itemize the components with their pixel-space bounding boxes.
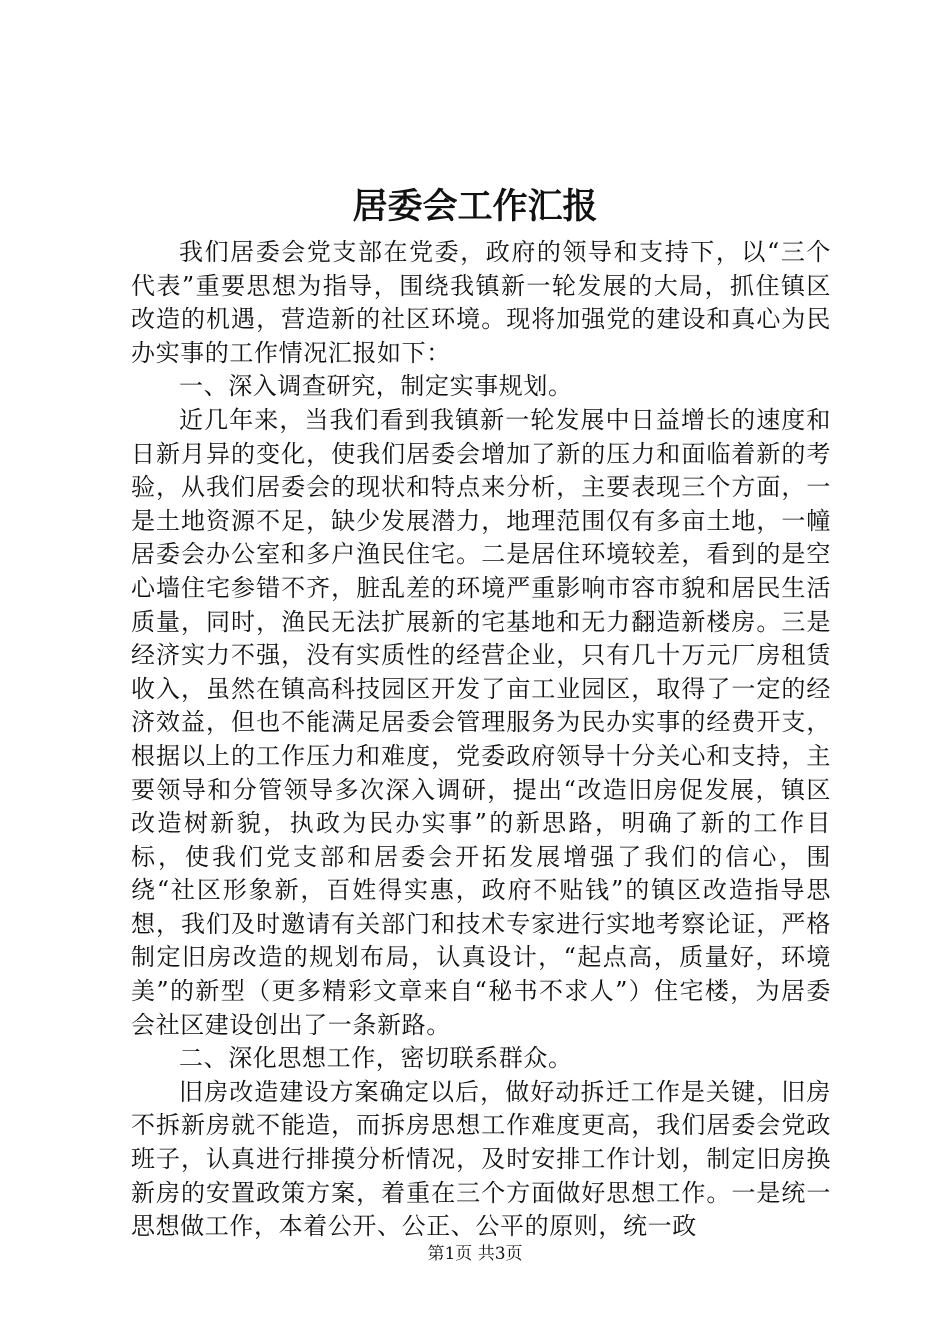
- section-heading-2: 二、深化思想工作，密切联系群众。: [179, 1044, 573, 1073]
- document-title: 居委会工作汇报: [352, 186, 598, 227]
- section-heading-1: 一、深入调查研究，制定实事规划。: [179, 372, 573, 401]
- document-body: [131, 236, 831, 1244]
- paragraph-section-1: 近几年来，当我们看到我镇新一轮发展中日益增长的速度和日新月异的变化，使我们居委会增加了新的压力和面临着新的考验，从我们居委会的现状和特点来分析，主要表现三个方面，一是土地资源不足，缺少发展潜力，地理范围仅有多亩土地，一幢居委会办公室和多户渔民住宅。二是居住环境较差，看到的是空心墙住宅参错不齐，脏乱差的环境严重影响市容市貌和居民生活质量，同时，渔民无法扩展新的宅基地和无力翻造新楼房。三是经济实力不强，没有实质性的经营企业，只有几十万元厂房租赁收入，虽然在镇高科技园区开发了亩工业园区，取得了一定的经济效益，但也不能满足居委会管理服务为民办实事的经费开支，根据以上的工作压力和难度，党委政府领导十分关心和支持，主要领导和分管领导多次深入调研，提出“改造旧房促发展，镇区改造树新貌，执政为民办实事”的新思路，明确了新的工作目标，使我们党支部和居委会开拓发展增强了我们的信心，围绕“社区形象新，百姓得实惠，政府不贴钱”的镇区改造指导思想，我们及时邀请有关部门和技术专家进行实地考察论证，严格制定旧房改造的规划布局，认真设计，“起点高，质量好，环境美”的新型（更多精彩文章来自“秘书不求人”）住宅楼，为居委会社区建设创出了一条新路。: [131, 405, 831, 1039]
- page-footer: 第1页 共3页: [427, 1244, 523, 1264]
- paragraph-intro: 我们居委会党支部在党委，政府的领导和支持下，以“三个代表”重要思想为指导，围绕我镇新一轮发展的大局，抓住镇区改造的机遇，营造新的社区环境。现将加强党的建设和真心为民办实事的工作情况汇报如下：: [131, 238, 831, 367]
- paragraph-section-2: 旧房改造建设方案确定以后，做好动拆迁工作是关键，旧房不拆新房就不能造，而拆房思想工作难度更高，我们居委会党政班子，认真进行排摸分析情况，及时安排工作计划，制定旧房换新房的安置政策方案，着重在三个方面做好思想工作。一是统一思想做工作，本着公开、公正、公平的原则，统一政: [131, 1077, 831, 1241]
